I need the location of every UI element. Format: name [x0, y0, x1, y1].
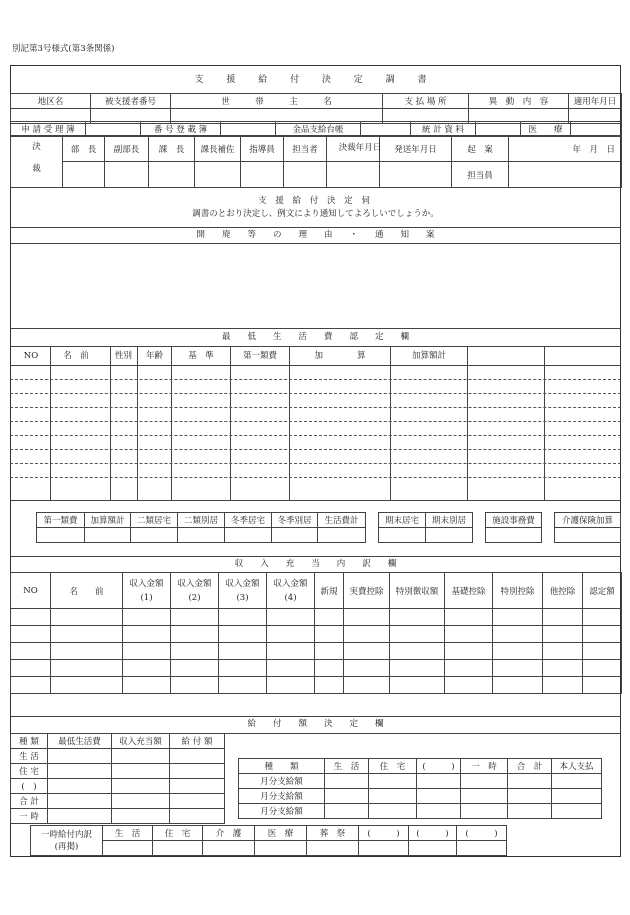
br-col-other: ( ) [417, 759, 461, 774]
reason-title: 開 廃 等 の 理 由 ・ 通 知 案 [196, 230, 435, 240]
ledger-application: 申 請 受 理 簿 [11, 122, 86, 137]
approval-label-1: 決 [32, 142, 41, 152]
bl-row-housing: 住 宅 [11, 764, 48, 779]
decision-date-label: 決裁年月日 [338, 143, 382, 153]
header-change: 異 動 内 容 [469, 94, 569, 109]
inc-col-other: 他控除 [543, 573, 583, 609]
ledger-cash: 金品支給台帳 [276, 122, 361, 137]
bl-row-living: 生 活 [11, 749, 48, 764]
role-assistant-head: 課長補佐 [195, 136, 241, 162]
role-dept-head: 部 長 [63, 136, 105, 162]
breakdown-sub: (再掲) [54, 841, 79, 852]
sum-yearend-separate: 期末別居 [426, 513, 473, 528]
header-apply-date: 適用年月日 [569, 94, 622, 109]
inc-col-actual: 実費控除 [344, 573, 390, 609]
bl-col-benefit: 給 付 額 [170, 734, 225, 749]
inc-col-no: NO [11, 573, 51, 609]
role-instructor: 指導員 [241, 136, 284, 162]
sum-class2-home: 二類居宅 [131, 513, 178, 528]
sum-addition: 加算額計 [85, 513, 131, 528]
bl-row-other: ( ) [11, 779, 48, 794]
inc-col-name: 名 前 [51, 573, 123, 609]
benefit-title: 給 付 額 決 定 欄 [247, 719, 384, 729]
header-payment-place: 支 払 場 所 [383, 94, 469, 109]
br-col-type: 種 類 [239, 759, 325, 774]
breakdown-label: 一時給付内訳 [40, 829, 92, 840]
header-table [10, 93, 622, 124]
bd-col-blank-3: ( ) [457, 826, 507, 841]
approval-table [10, 135, 622, 188]
ledger-statistics: 統 計 資 料 [411, 122, 476, 137]
person-in-charge-label: 担当員 [452, 162, 509, 188]
br-col-temporary: 一 時 [461, 759, 508, 774]
approval-label-2: 裁 [32, 164, 41, 174]
br-row-month-1: 月分支給額 [239, 774, 325, 789]
ml-col-sex: 性別 [114, 351, 132, 361]
inc-col-special: 特別控除 [493, 573, 543, 609]
bd-col-blank-2: ( ) [409, 826, 457, 841]
sum-boxes-a [36, 512, 366, 543]
inc-amt4-num: (4) [284, 592, 297, 603]
header-recipient-no: 被支援者番号 [91, 94, 171, 109]
bl-col-min: 最低生活費 [48, 734, 112, 749]
br-col-housing: 住 宅 [369, 759, 417, 774]
draft-label: 起 案 [452, 136, 509, 162]
inquiry-body: 調書のとおり決定し、例文により通知してよろしいでしょうか。 [192, 209, 439, 219]
br-row-month-2: 月分支給額 [239, 789, 325, 804]
sum-box-c [485, 512, 542, 543]
form-reference: 別記第3号様式(第3条関係) [12, 44, 115, 54]
sum-winter-separate: 冬季別居 [272, 513, 318, 528]
inc-amt4-label: 収入金額 [273, 578, 308, 589]
sum-living-total: 生活費計 [318, 513, 366, 528]
breakdown-table [30, 825, 507, 856]
inc-amt3-label: 収入金額 [225, 578, 260, 589]
ml-col-age: 年齢 [145, 351, 163, 361]
br-col-total: 合 計 [508, 759, 552, 774]
ml-col-name: 名 前 [63, 351, 89, 361]
sum-box-d [554, 512, 621, 543]
br-row-month-3: 月分支給額 [239, 804, 325, 819]
inc-col-special-collect: 特別徴収額 [390, 573, 445, 609]
role-deputy-head: 副部長 [105, 136, 149, 162]
ledger-number: 番 号 登 載 簿 [141, 122, 221, 137]
min-living-title: 最 低 生 活 費 認 定 欄 [221, 332, 409, 342]
role-staff: 担当者 [284, 136, 327, 162]
br-col-self-pay: 本人支払 [552, 759, 602, 774]
income-title: 収 入 充 当 内 訳 欄 [234, 559, 397, 569]
bl-row-temporary: 一 時 [11, 809, 48, 824]
bd-col-blank-1: ( ) [359, 826, 409, 841]
bd-col-housing: 住 宅 [153, 826, 203, 841]
header-household-head: 世 帯 主 名 [171, 94, 383, 109]
br-col-living: 生 活 [325, 759, 369, 774]
inc-col-basic: 基礎控除 [445, 573, 493, 609]
send-date-label: 発送年月日 [380, 136, 452, 162]
draft-date: 年 月 日 [509, 136, 622, 162]
benefit-right-table [238, 758, 602, 819]
ledger-medical: 医 療 [521, 122, 571, 137]
form-title: 支 援 給 付 決 定 調 書 [194, 75, 437, 85]
inc-col-approved: 認定額 [583, 573, 622, 609]
ml-col-addition-total: 加算額計 [411, 351, 446, 361]
sum-class1: 第一類費 [37, 513, 85, 528]
role-section-head: 課 長 [149, 136, 195, 162]
bd-col-medical: 医 療 [255, 826, 307, 841]
header-district: 地区名 [11, 94, 91, 109]
sum-facility: 施設事務費 [486, 513, 542, 528]
ml-col-class1: 第一類費 [242, 351, 277, 361]
sum-class2-separate: 二類別居 [178, 513, 225, 528]
bl-col-income: 収入充当額 [112, 734, 170, 749]
inc-amt3-num: (3) [236, 592, 249, 603]
sum-yearend-home: 期末居宅 [379, 513, 426, 528]
inc-amt2-label: 収入金額 [177, 578, 212, 589]
ml-col-no: NO [23, 351, 39, 361]
inc-amt2-num: (2) [188, 592, 201, 603]
bd-col-living: 生 活 [103, 826, 153, 841]
bd-col-funeral: 葬 祭 [307, 826, 359, 841]
ml-col-addition: 加 算 [314, 351, 366, 361]
sum-boxes-b [378, 512, 473, 543]
inquiry-title: 支 援 給 付 決 定 伺 [258, 196, 373, 206]
sum-winter-home: 冬季居宅 [225, 513, 272, 528]
bl-col-type: 種 類 [11, 734, 48, 749]
sum-care-insurance: 介護保険加算 [555, 513, 621, 528]
inc-col-new: 新規 [315, 573, 344, 609]
inc-amt1-num: (1) [140, 592, 153, 603]
bl-row-total: 合 計 [11, 794, 48, 809]
bd-col-care: 介 護 [203, 826, 255, 841]
income-table [10, 572, 622, 694]
ml-col-standard: 基 準 [188, 351, 214, 361]
inc-amt1-label: 収入金額 [129, 578, 164, 589]
benefit-left-table [10, 733, 225, 824]
